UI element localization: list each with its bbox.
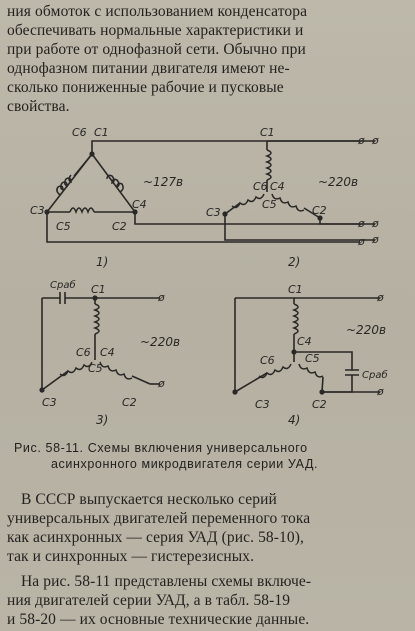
text-line: однофазном питании двигателя имеют не- (7, 60, 290, 77)
terminal-mark: ø (372, 217, 379, 230)
diagram-2 (206, 126, 379, 269)
capacitor-symbol (60, 292, 65, 304)
paragraph-series (7, 490, 407, 566)
terminal-mark: ø (158, 291, 165, 304)
text-line: В СССР выпускается несколько серий (21, 491, 277, 508)
text-line: универсальных двигателей переменного тока (7, 510, 311, 527)
terminal-label: C1 (288, 283, 303, 296)
terminal-label: C3 (42, 396, 57, 409)
terminal-label: C1 (91, 283, 106, 296)
terminal-label: C2 (112, 220, 127, 233)
terminal-label: C1 (94, 126, 109, 139)
terminal-label: C2 (312, 398, 327, 411)
diagram-number: 3) (96, 413, 109, 427)
terminal-label: C3 (255, 398, 270, 411)
capacitor-label: Cраб (50, 280, 76, 291)
terminal-mark: ø (158, 377, 165, 390)
terminal-mark: ø (377, 291, 384, 304)
text-line: как асинхронных — серия УАД (рис. 58-10), (7, 529, 304, 546)
terminal-label: C3 (30, 204, 45, 217)
voltage-label: ~220в (140, 335, 181, 349)
text-line: при работе от однофазной сети. Обычно при (7, 41, 306, 58)
caption-line: асинхронного микродвигателя серии УАД. (51, 457, 319, 471)
terminal-label: C2 (122, 396, 137, 409)
terminal-mark: ø (372, 233, 379, 246)
text-line: свойства. (7, 98, 70, 115)
text-line: сколько пониженные рабочие и пусковые (7, 79, 284, 96)
figure-caption (14, 440, 404, 472)
text-line: и 58-20 — их основные технические данные. (7, 611, 310, 628)
terminal-mark: ø (358, 134, 365, 147)
paragraph-figure-ref (7, 572, 407, 629)
text-line: На рис. 58-11 представлены схемы включе- (21, 573, 312, 590)
voltage-label: ~220в (318, 175, 359, 189)
terminal-label: C4 (100, 346, 115, 359)
text-line: обеспечивать нормальные характеристики и (7, 22, 304, 39)
diagram-1 (30, 126, 365, 269)
terminal-label: C4 (132, 198, 147, 211)
diagram-number: 1) (96, 255, 109, 269)
terminal-label: C1 (260, 126, 275, 139)
terminal-label: C5 (305, 352, 320, 365)
text-line: так и синхронных — гистерезисных. (7, 548, 255, 565)
text-line: ния двигателей серии УАД, а в табл. 58-19 (7, 592, 291, 609)
terminal-label: C5 (262, 198, 277, 211)
terminal-label: C2 (312, 204, 327, 217)
diagram-3 (39, 279, 180, 427)
terminal-label: C4 (270, 180, 285, 193)
terminal-mark: ø (377, 385, 384, 398)
terminal-mark: ø (358, 217, 365, 230)
diagram-number: 4) (288, 413, 301, 427)
terminal-label: C5 (88, 362, 103, 375)
terminal-mark: ø (372, 134, 379, 147)
terminal-label: C6 (253, 180, 268, 193)
terminal-label: C5 (56, 220, 71, 233)
paragraph-intro (7, 2, 407, 116)
terminal-label: C6 (72, 126, 87, 139)
caption-line: Рис. 58-11. Схемы включения универсального (14, 441, 308, 455)
diagram-4 (232, 283, 387, 427)
text-line: ния обмоток с использованием конденсатора (7, 3, 308, 20)
terminal-mark: ø (358, 235, 365, 248)
terminal-label: C4 (297, 335, 312, 348)
capacitor-symbol (345, 370, 359, 375)
terminal-label: C3 (206, 206, 221, 219)
wiring-diagrams-figure (0, 118, 415, 436)
voltage-label: ~220в (346, 323, 387, 337)
diagram-number: 2) (288, 255, 301, 269)
voltage-label: ~127в (143, 175, 184, 189)
terminal-label: C6 (76, 346, 91, 359)
terminal-label: C6 (260, 354, 275, 367)
capacitor-label: Cраб (362, 370, 388, 381)
